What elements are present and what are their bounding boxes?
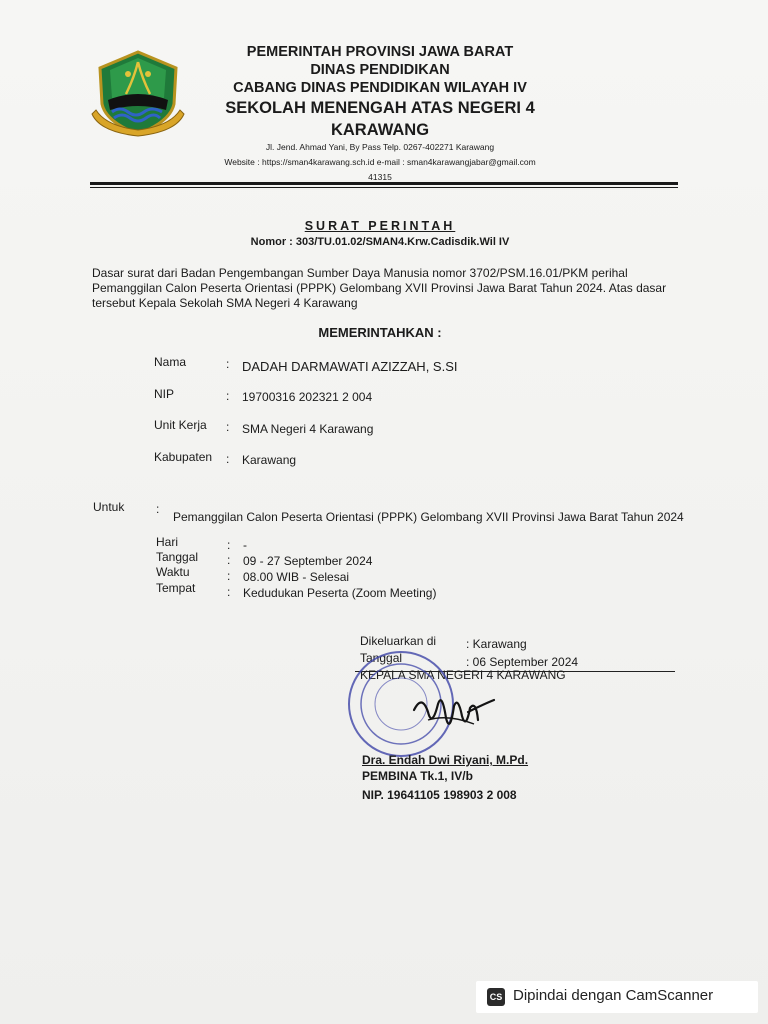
command-heading: MEMERINTAHKAN : xyxy=(318,325,442,340)
purpose-label: Untuk xyxy=(93,500,125,514)
handwritten-signature xyxy=(408,690,498,740)
signatory-rank: PEMBINA Tk.1, IV/b xyxy=(362,769,473,783)
name-value: DADAH DARMAWATI AZIZZAH, S.SI xyxy=(242,359,458,374)
regency-label: Kabupaten xyxy=(154,450,213,464)
unit-label: Unit Kerja xyxy=(154,418,207,432)
place-colon: : xyxy=(227,585,231,599)
signatory-nip: NIP. 19641105 198903 2 008 xyxy=(362,788,517,802)
place-value: Kedudukan Peserta (Zoom Meeting) xyxy=(243,586,437,600)
date-colon: : xyxy=(227,553,231,567)
letterhead-branch: CABANG DINAS PENDIDIKAN WILAYAH IV xyxy=(233,80,527,96)
time-colon: : xyxy=(227,569,231,583)
time-label: Waktu xyxy=(156,565,190,579)
basis-line-3: tersebut Kepala Sekolah SMA Negeri 4 Karawang xyxy=(92,296,358,310)
letterhead-department: DINAS PENDIDIKAN xyxy=(310,62,450,78)
issued-date-value: : 06 September 2024 xyxy=(466,655,579,669)
letterhead-address: Jl. Jend. Ahmad Yani, By Pass Telp. 0267-402271 Karawang xyxy=(265,142,495,152)
unit-colon: : xyxy=(226,420,230,434)
letterhead-postal-code: 41315 xyxy=(368,172,392,182)
day-value: - xyxy=(243,538,247,552)
nip-value: 19700316 202321 2 004 xyxy=(242,390,373,404)
regency-colon: : xyxy=(226,452,230,466)
camscanner-label: Dipindai dengan CamScanner xyxy=(513,987,714,1004)
letterhead-school: SEKOLAH MENENGAH ATAS NEGERI 4 xyxy=(225,99,535,117)
signatory-position: KEPALA SMA NEGERI 4 KARAWANG xyxy=(360,668,566,682)
purpose-value: Pemanggilan Calon Peserta Orientasi (PPPK) Gelombang XVII Provinsi Jawa Barat Tahun 2024 xyxy=(173,510,684,524)
basis-line-1: Dasar surat dari Badan Pengembangan Sumber Daya Manusia nomor 3702/PSM.16.01/PKM perihal xyxy=(92,266,628,280)
letterhead-divider-thick xyxy=(90,182,678,185)
camscanner-icon: CS xyxy=(487,988,505,1006)
signatory-name: Dra. Endah Dwi Riyani, M.Pd. xyxy=(362,753,529,767)
nip-label: NIP xyxy=(154,387,175,401)
name-label: Nama xyxy=(154,355,187,369)
unit-value: SMA Negeri 4 Karawang xyxy=(242,422,374,436)
regency-value: Karawang xyxy=(242,453,297,467)
issued-at-label: Dikeluarkan di xyxy=(360,634,437,648)
nip-colon: : xyxy=(226,389,230,403)
name-colon: : xyxy=(226,357,230,371)
letter-title: SURAT PERINTAH xyxy=(304,219,456,233)
basis-line-2: Pemanggilan Calon Peserta Orientasi (PPPK) Gelombang XVII Provinsi Jawa Barat Tahun 2024. Atas dasar xyxy=(92,281,667,295)
time-value: 08.00 WIB - Selesai xyxy=(243,570,350,584)
date-value: 09 - 27 September 2024 xyxy=(243,554,373,568)
date-label: Tanggal xyxy=(156,550,199,564)
day-label: Hari xyxy=(156,535,179,549)
letterhead-divider-thin xyxy=(90,187,678,188)
west-java-emblem-logo xyxy=(90,48,186,140)
place-label: Tempat xyxy=(156,581,196,595)
letterhead-city: KARAWANG xyxy=(330,121,430,139)
day-colon: : xyxy=(227,538,231,552)
camscanner-watermark xyxy=(476,981,758,1013)
letterhead-website: Website : https://sman4karawang.sch.id e-mail : sman4karawangjabar@gmail.com xyxy=(224,157,536,167)
letter-number: Nomor : 303/TU.01.02/SMAN4.Krw.Cadisdik.Wil IV xyxy=(250,236,510,248)
issued-at-value: : Karawang xyxy=(466,637,527,651)
issued-date-label: Tanggal xyxy=(360,651,403,665)
letterhead-province: PEMERINTAH PROVINSI JAWA BARAT xyxy=(246,44,514,60)
purpose-colon: : xyxy=(156,502,160,516)
